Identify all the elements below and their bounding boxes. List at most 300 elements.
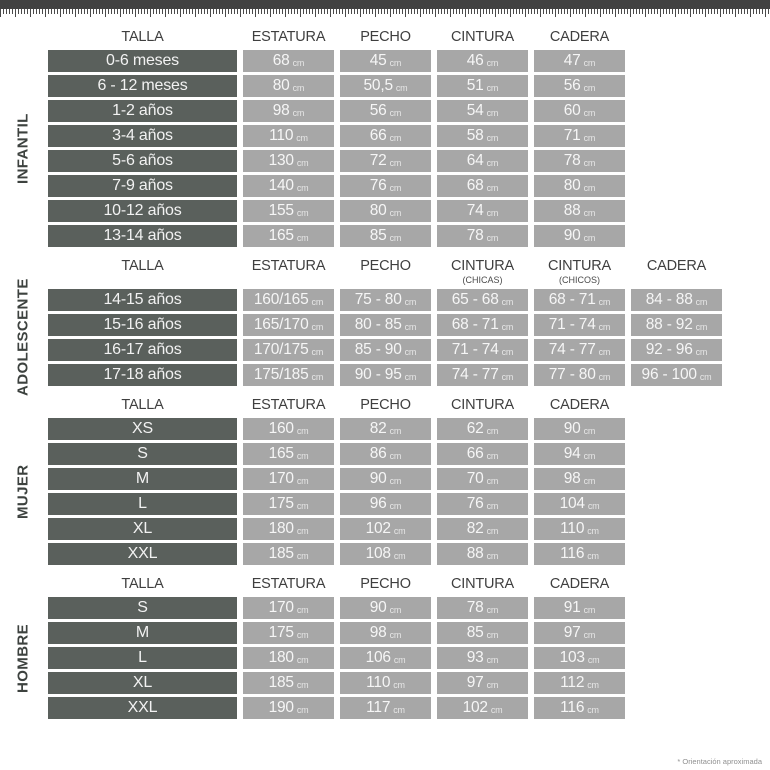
value-unit: cm <box>486 182 499 193</box>
value-number: 170/175 <box>253 341 309 358</box>
value-number: 60 <box>563 102 581 119</box>
value-unit: cm <box>389 57 402 68</box>
value-cell <box>534 150 625 172</box>
column-headers-hombre <box>48 576 770 593</box>
value-unit: cm <box>296 704 309 715</box>
column-header <box>340 397 431 414</box>
value-number: 102 <box>462 699 488 716</box>
value-cell <box>437 597 528 619</box>
value-number: 85 <box>466 624 484 641</box>
talla-cell: 17-18 años <box>48 364 237 386</box>
value-cell <box>243 50 334 72</box>
value-unit: cm <box>296 182 309 193</box>
column-header-label: TALLA <box>121 576 164 592</box>
value-cell <box>340 364 431 386</box>
value-number: 130 <box>268 152 294 169</box>
table-rows-adolescente <box>48 289 770 386</box>
value-cell <box>340 200 431 222</box>
value-number: 190 <box>268 699 294 716</box>
value-cell <box>631 364 722 386</box>
value-unit: cm <box>587 500 600 511</box>
value-unit: cm <box>583 629 596 640</box>
value-number: 160/165 <box>253 291 309 308</box>
column-header-label: CINTURA <box>547 258 612 274</box>
value-cell <box>631 339 722 361</box>
value-unit: cm <box>486 604 499 615</box>
value-cell <box>243 75 334 97</box>
value-number: 96 <box>369 495 387 512</box>
value-unit: cm <box>583 604 596 615</box>
value-cell <box>243 647 334 669</box>
value-unit: cm <box>296 425 309 436</box>
value-unit: cm <box>296 232 309 243</box>
section-adolescente <box>14 258 770 397</box>
column-header-label: CINTURA <box>450 397 515 413</box>
value-cell <box>340 339 431 361</box>
value-cell <box>534 364 625 386</box>
value-cell <box>243 697 334 719</box>
value-cell <box>340 175 431 197</box>
column-header <box>243 397 334 414</box>
value-number: 56 <box>563 77 581 94</box>
value-unit: cm <box>490 704 503 715</box>
value-number: 78 <box>563 152 581 169</box>
value-unit: cm <box>501 371 514 382</box>
value-number: 90 - 95 <box>354 366 402 383</box>
value-cell <box>340 672 431 694</box>
value-cell <box>437 175 528 197</box>
column-header <box>534 576 625 593</box>
section-body-mujer <box>14 418 770 565</box>
value-unit: cm <box>389 500 402 511</box>
column-header <box>48 29 237 46</box>
value-unit: cm <box>583 57 596 68</box>
column-header-label: ESTATURA <box>251 397 326 413</box>
column-header-label: CADERA <box>646 258 707 274</box>
value-number: 80 - 85 <box>354 316 402 333</box>
value-cell <box>631 289 722 311</box>
value-number: 86 <box>369 445 387 462</box>
value-cell <box>243 468 334 490</box>
section-label-infantil: INFANTIL <box>14 113 32 184</box>
value-unit: cm <box>695 296 708 307</box>
column-header-label: PECHO <box>360 258 411 274</box>
value-number: 78 <box>466 599 484 616</box>
value-number: 96 - 100 <box>641 366 697 383</box>
value-cell <box>437 468 528 490</box>
value-cell <box>534 314 625 336</box>
value-unit: cm <box>583 107 596 118</box>
value-cell <box>437 418 528 440</box>
column-header <box>437 258 528 285</box>
table-rows-infantil <box>48 50 770 247</box>
section-label-hombre: HOMBRE <box>14 623 32 693</box>
value-unit: cm <box>296 679 309 690</box>
value-cell <box>437 125 528 147</box>
section-body-hombre <box>14 597 770 719</box>
value-number: 84 - 88 <box>645 291 693 308</box>
value-cell <box>534 622 625 644</box>
value-number: 112 <box>560 674 585 691</box>
value-unit: cm <box>389 425 402 436</box>
value-cell <box>340 75 431 97</box>
value-cell <box>534 289 625 311</box>
column-header <box>437 397 528 414</box>
value-cell <box>534 339 625 361</box>
talla-cell: M <box>48 622 237 644</box>
value-unit: cm <box>393 704 405 715</box>
column-header-label: PECHO <box>360 397 411 413</box>
column-header-label: ESTATURA <box>251 258 326 274</box>
talla-cell: XXL <box>48 697 237 719</box>
value-number: 155 <box>268 202 294 219</box>
value-cell <box>534 543 625 565</box>
value-cell <box>534 443 625 465</box>
value-cell <box>340 289 431 311</box>
value-unit: cm <box>486 57 499 68</box>
value-number: 82 <box>466 520 484 537</box>
value-cell <box>340 468 431 490</box>
value-cell <box>340 443 431 465</box>
value-unit: cm <box>486 157 499 168</box>
value-number: 90 <box>369 470 387 487</box>
value-cell <box>437 339 528 361</box>
value-number: 56 <box>369 102 387 119</box>
value-cell <box>437 200 528 222</box>
column-header <box>534 397 625 414</box>
value-number: 116 <box>560 699 585 716</box>
value-cell <box>243 225 334 247</box>
value-number: 160 <box>268 420 294 437</box>
value-cell <box>340 314 431 336</box>
value-unit: cm <box>486 450 499 461</box>
value-number: 175/185 <box>253 366 309 383</box>
value-cell <box>243 543 334 565</box>
value-number: 58 <box>466 127 484 144</box>
table-rows-hombre <box>48 597 770 719</box>
value-number: 85 <box>369 227 387 244</box>
value-number: 97 <box>466 674 484 691</box>
value-cell <box>534 468 625 490</box>
value-unit: cm <box>404 321 417 332</box>
column-header <box>340 258 431 285</box>
column-headers-infantil <box>48 29 770 46</box>
value-cell <box>437 543 528 565</box>
value-cell <box>243 443 334 465</box>
value-number: 76 <box>369 177 387 194</box>
column-header-label: CINTURA <box>450 29 515 45</box>
talla-cell: 16-17 años <box>48 339 237 361</box>
value-number: 68 <box>272 52 290 69</box>
value-number: 47 <box>563 52 581 69</box>
value-number: 82 <box>369 420 387 437</box>
value-cell <box>243 289 334 311</box>
value-cell <box>243 125 334 147</box>
column-header <box>48 258 237 285</box>
value-unit: cm <box>598 371 611 382</box>
value-unit: cm <box>311 296 324 307</box>
column-headers-adolescente <box>48 258 770 285</box>
value-number: 165/170 <box>253 316 309 333</box>
value-unit: cm <box>587 704 599 715</box>
measuring-tape-ruler <box>0 0 770 18</box>
column-header-sublabel: (CHICAS) <box>462 275 503 285</box>
value-cell <box>534 418 625 440</box>
value-unit: cm <box>393 679 405 690</box>
value-unit: cm <box>583 450 596 461</box>
value-unit: cm <box>311 371 324 382</box>
value-cell <box>631 314 722 336</box>
value-unit: cm <box>393 550 406 561</box>
value-unit: cm <box>296 550 309 561</box>
size-chart-sections <box>14 29 770 719</box>
value-cell <box>437 150 528 172</box>
column-header <box>340 576 431 593</box>
value-number: 71 - 74 <box>548 316 596 333</box>
section-mujer <box>14 397 770 565</box>
value-cell <box>340 697 431 719</box>
value-unit: cm <box>389 107 402 118</box>
value-cell <box>243 175 334 197</box>
value-cell <box>340 150 431 172</box>
value-number: 68 - 71 <box>451 316 499 333</box>
value-cell <box>340 100 431 122</box>
value-unit: cm <box>587 550 599 561</box>
value-cell <box>340 647 431 669</box>
value-cell <box>243 314 334 336</box>
value-number: 90 <box>563 227 581 244</box>
value-number: 51 <box>466 77 484 94</box>
value-number: 98 <box>272 102 290 119</box>
column-header-sublabel: (CHICOS) <box>559 275 600 285</box>
value-unit: cm <box>389 182 402 193</box>
value-unit: cm <box>587 654 600 665</box>
value-cell <box>340 518 431 540</box>
value-cell <box>340 125 431 147</box>
value-unit: cm <box>598 321 611 332</box>
value-unit: cm <box>486 132 499 143</box>
table-rows-mujer <box>48 418 770 565</box>
column-header-label: ESTATURA <box>251 576 326 592</box>
value-cell <box>437 518 528 540</box>
value-cell <box>340 225 431 247</box>
value-cell <box>243 100 334 122</box>
value-cell <box>534 75 625 97</box>
column-header-label: CADERA <box>549 29 610 45</box>
value-unit: cm <box>583 475 596 486</box>
talla-cell: XS <box>48 418 237 440</box>
value-cell <box>437 443 528 465</box>
column-headers-mujer <box>48 397 770 414</box>
column-header <box>243 576 334 593</box>
value-number: 185 <box>268 674 294 691</box>
value-number: 185 <box>268 545 294 562</box>
value-unit: cm <box>583 82 596 93</box>
value-unit: cm <box>486 679 499 690</box>
value-unit: cm <box>296 475 309 486</box>
value-number: 90 <box>369 599 387 616</box>
value-number: 165 <box>268 227 294 244</box>
value-number: 110 <box>269 127 294 144</box>
value-unit: cm <box>501 346 514 357</box>
value-number: 64 <box>466 152 484 169</box>
value-cell <box>340 543 431 565</box>
value-unit: cm <box>583 232 596 243</box>
value-cell <box>534 175 625 197</box>
value-cell <box>437 622 528 644</box>
value-unit: cm <box>583 132 596 143</box>
value-number: 65 - 68 <box>451 291 499 308</box>
value-cell <box>243 597 334 619</box>
column-header-label: ESTATURA <box>251 29 326 45</box>
column-header <box>631 258 722 285</box>
value-unit: cm <box>404 296 417 307</box>
value-cell <box>437 289 528 311</box>
value-unit: cm <box>486 82 499 93</box>
value-unit: cm <box>311 346 324 357</box>
talla-cell: XL <box>48 518 237 540</box>
value-unit: cm <box>486 475 499 486</box>
value-number: 68 <box>466 177 484 194</box>
value-cell <box>437 100 528 122</box>
value-number: 50,5 <box>363 77 393 94</box>
value-unit: cm <box>486 525 499 536</box>
value-unit: cm <box>583 182 596 193</box>
column-header-label: CADERA <box>549 397 610 413</box>
value-unit: cm <box>296 132 308 143</box>
column-header-label: CADERA <box>549 576 610 592</box>
value-number: 80 <box>369 202 387 219</box>
value-unit: cm <box>486 654 499 665</box>
value-unit: cm <box>695 346 708 357</box>
value-number: 98 <box>563 470 581 487</box>
value-number: 165 <box>268 445 294 462</box>
value-unit: cm <box>389 157 402 168</box>
value-cell <box>437 647 528 669</box>
talla-cell: 3-4 años <box>48 125 237 147</box>
value-unit: cm <box>486 232 499 243</box>
value-unit: cm <box>695 321 708 332</box>
value-number: 106 <box>365 649 391 666</box>
column-header <box>437 29 528 46</box>
column-header <box>534 258 625 285</box>
value-unit: cm <box>587 525 599 536</box>
value-number: 103 <box>559 649 585 666</box>
value-number: 92 - 96 <box>645 341 693 358</box>
value-unit: cm <box>292 82 305 93</box>
value-unit: cm <box>404 371 417 382</box>
value-cell <box>340 50 431 72</box>
talla-cell: 1-2 años <box>48 100 237 122</box>
talla-cell: S <box>48 597 237 619</box>
value-unit: cm <box>296 654 309 665</box>
value-unit: cm <box>296 525 309 536</box>
value-number: 74 - 77 <box>451 366 499 383</box>
value-cell <box>243 150 334 172</box>
column-header <box>243 29 334 46</box>
section-label-adolescente: ADOLESCENTE <box>14 278 32 397</box>
value-number: 66 <box>466 445 484 462</box>
value-cell <box>437 364 528 386</box>
value-unit: cm <box>393 525 406 536</box>
value-number: 46 <box>466 52 484 69</box>
value-number: 97 <box>563 624 581 641</box>
value-number: 170 <box>268 599 294 616</box>
value-cell <box>243 493 334 515</box>
value-number: 93 <box>466 649 484 666</box>
value-cell <box>437 493 528 515</box>
column-header-label: TALLA <box>121 258 164 274</box>
value-unit: cm <box>598 296 611 307</box>
value-number: 102 <box>365 520 391 537</box>
value-unit: cm <box>292 107 305 118</box>
value-cell <box>340 493 431 515</box>
value-number: 54 <box>466 102 484 119</box>
column-header <box>437 576 528 593</box>
value-number: 110 <box>560 520 585 537</box>
value-cell <box>243 622 334 644</box>
value-cell <box>243 518 334 540</box>
value-number: 74 - 77 <box>548 341 596 358</box>
value-number: 71 <box>563 127 581 144</box>
value-number: 175 <box>268 624 294 641</box>
column-header <box>534 29 625 46</box>
value-unit: cm <box>404 346 417 357</box>
value-cell <box>534 200 625 222</box>
value-number: 90 <box>563 420 581 437</box>
value-unit: cm <box>598 346 611 357</box>
value-unit: cm <box>296 157 309 168</box>
value-number: 88 <box>466 545 484 562</box>
value-unit: cm <box>296 450 309 461</box>
value-cell <box>243 364 334 386</box>
value-unit: cm <box>389 604 402 615</box>
value-cell <box>534 225 625 247</box>
talla-cell: 6 - 12 meses <box>48 75 237 97</box>
value-number: 80 <box>563 177 581 194</box>
value-cell <box>340 418 431 440</box>
value-cell <box>437 75 528 97</box>
value-cell <box>534 100 625 122</box>
value-unit: cm <box>699 371 712 382</box>
talla-cell: 13-14 años <box>48 225 237 247</box>
value-number: 88 - 92 <box>645 316 693 333</box>
value-unit: cm <box>486 550 499 561</box>
value-cell <box>534 518 625 540</box>
value-unit: cm <box>393 654 406 665</box>
value-unit: cm <box>389 629 402 640</box>
value-number: 108 <box>365 545 391 562</box>
value-unit: cm <box>486 107 499 118</box>
footnote: * Orientación aproximada <box>677 757 762 766</box>
value-unit: cm <box>486 629 499 640</box>
value-cell <box>437 672 528 694</box>
value-unit: cm <box>389 207 402 218</box>
size-chart <box>0 29 770 719</box>
value-unit: cm <box>587 679 599 690</box>
value-unit: cm <box>296 629 309 640</box>
value-unit: cm <box>501 296 514 307</box>
value-cell <box>534 50 625 72</box>
value-unit: cm <box>583 207 596 218</box>
value-cell <box>534 647 625 669</box>
value-number: 170 <box>268 470 294 487</box>
value-unit: cm <box>389 232 402 243</box>
section-body-infantil <box>14 50 770 247</box>
section-hombre <box>14 576 770 719</box>
column-header-label: CINTURA <box>450 258 515 274</box>
value-number: 78 <box>466 227 484 244</box>
